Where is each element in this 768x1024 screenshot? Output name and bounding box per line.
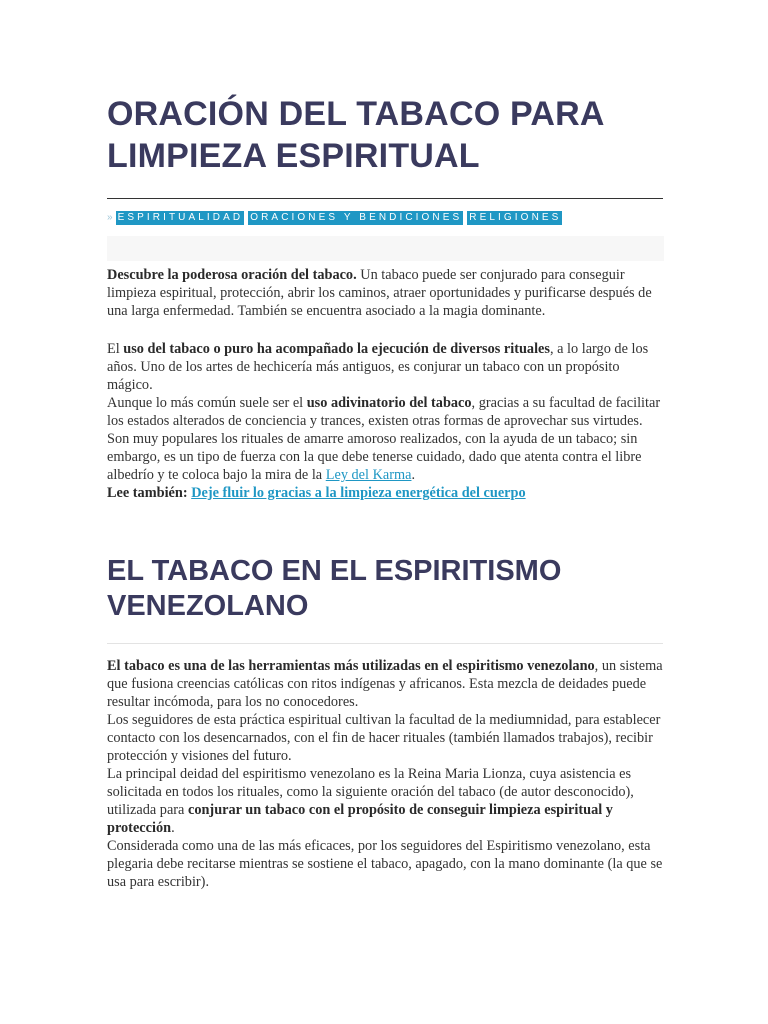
section-heading-espiritismo: EL TABACO EN EL ESPIRITISMO VENEZOLANO <box>107 555 562 622</box>
category-tag-religiones[interactable]: RELIGIONES <box>469 212 562 223</box>
sec2-s3-bold: conjurar un tabaco con el propósito de conseguir limpieza espiritual y protección <box>107 802 613 836</box>
sec2-s1-bold: El tabaco es una de las herramientas más utilizadas en el espiritismo venezolano <box>107 658 595 674</box>
see-also-link[interactable]: Deje fluir lo gracias a la limpieza energética del cuerpo <box>191 485 526 501</box>
s2-bold: uso adivinatorio del tabaco <box>306 395 472 411</box>
sec2-s2-text: Los seguidores de esta práctica espiritual cultivan la facultad de la mediumnidad, para establecer contacto con los desencarnados, con el fin de hacer rituales (también llamados trabajos), recibir protección y visiones del futuro. <box>107 712 661 764</box>
s1-text: El <box>107 341 124 357</box>
s2-text: Aunque lo más común suele ser el <box>107 395 307 411</box>
category-list <box>107 211 663 225</box>
s1-text-end: , a lo largo de los años. Uno de los artes de hechicería más antiguos, es conjurar un tabaco con un propósito mágico. <box>107 341 649 393</box>
sec2-s4-text: Considerada como una de las más eficaces, por los seguidores del Espiritismo venezolano, esta plegaria debe recitarse mientras se sostiene el tabaco, apagado, con la mano dominante (la que se usa para escribir). <box>107 838 663 890</box>
article-title: ORACIÓN DEL TABACO PARA LIMPIEZA ESPIRITUAL <box>107 95 604 175</box>
category-tag-oraciones[interactable]: ORACIONES Y BENDICIONES <box>250 212 463 223</box>
category-bullet: » <box>107 212 113 223</box>
see-also-label: Lee también: <box>107 485 188 501</box>
intro-bold: Descubre la poderosa oración del tabaco. <box>107 267 357 283</box>
sec2-s1-text: , un sistema que fusiona creencias católicas con ritos indígenas y africanos. Esta mezcla de deidades puede resultar incómoda, para los no conocedores. <box>107 658 663 710</box>
title-divider <box>107 198 663 199</box>
section-divider <box>107 643 663 644</box>
s3-text-end: . <box>411 467 416 483</box>
intro-paragraph <box>107 266 663 320</box>
section1-paragraph <box>107 340 663 502</box>
s3-text: Son muy populares los rituales de amarre amoroso realizados, con la ayuda de un tabaco; sin embargo, es un tipo de fuerza con la que debe tenerse cuidado, dado que atenta contra el libre albedrío y te coloca bajo la mira de la <box>107 431 642 483</box>
sec2-s3-text: La principal deidad del espiritismo venezolano es la Reina Maria Lionza, cuya asistencia es solicitada en todos los rituales, como la siguiente oración del tabaco (de autor desconocido), utilizada para <box>107 766 634 818</box>
karma-link[interactable]: Ley del Karma <box>325 467 412 483</box>
category-tag-espiritualidad[interactable]: ESPIRITUALIDAD <box>117 212 244 223</box>
meta-bar <box>107 236 664 261</box>
s1-bold: uso del tabaco o puro ha acompañado la ejecución de diversos rituales <box>123 341 550 357</box>
s2-text-end: , gracias a su facultad de facilitar los estados alterados de conciencia y trances, existen otras formas de aprovechar sus virtudes. <box>107 395 661 429</box>
section2-paragraph <box>107 657 663 891</box>
sec2-s3-text-end: . <box>171 820 175 836</box>
intro-text: Un tabaco puede ser conjurado para conseguir limpieza espiritual, protección, abrir los caminos, atraer oportunidades y purificarse después de una larga enfermedad. También se encuentra asociado a la magia dominante. <box>107 267 652 319</box>
